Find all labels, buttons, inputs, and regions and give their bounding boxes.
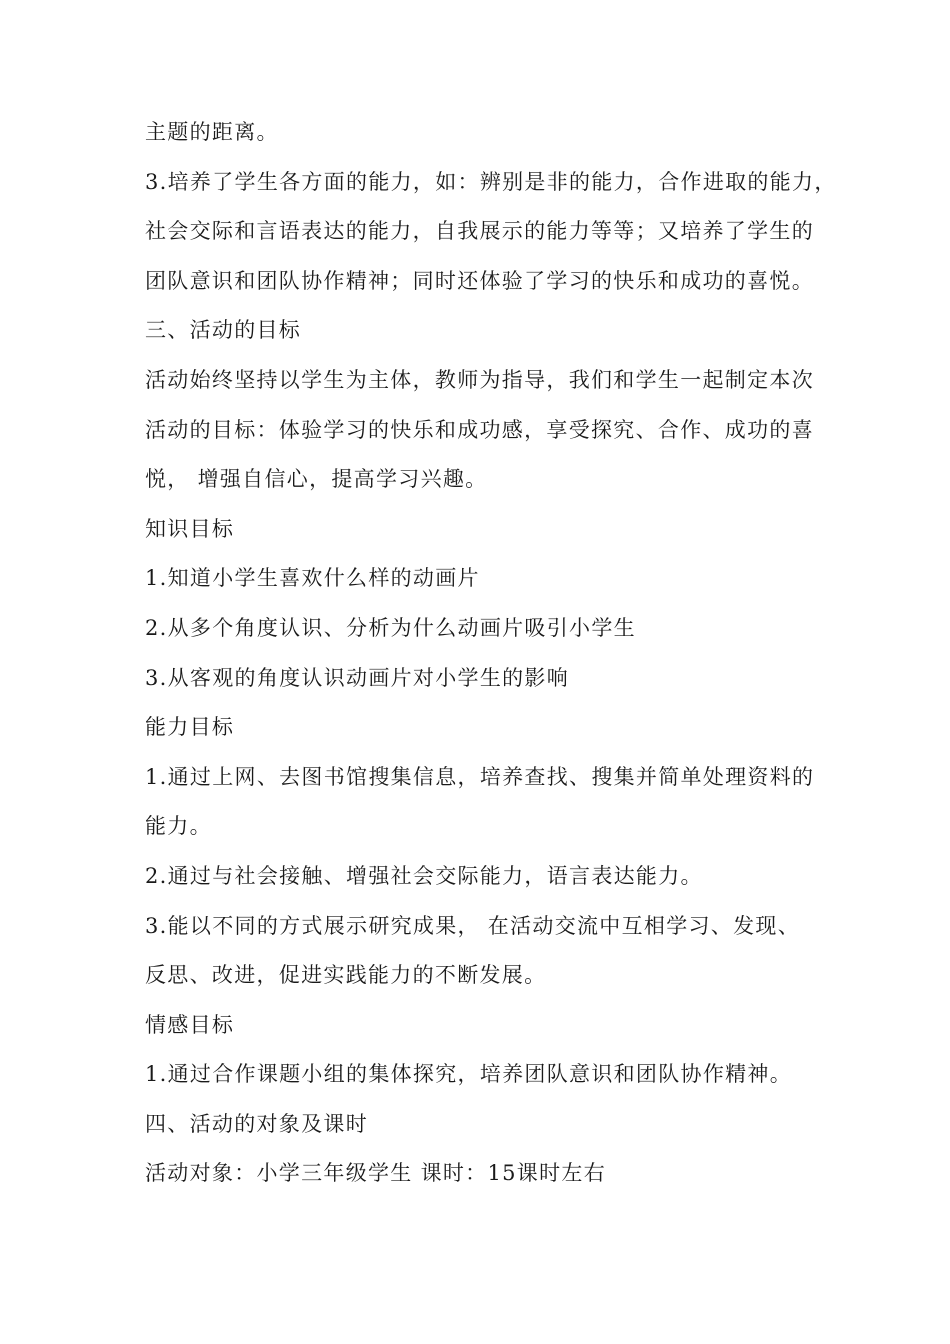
document-body bbox=[145, 114, 837, 1205]
text-line: 团队意识和团队协作精神；同时还体验了学习的快乐和成功的喜悦。 bbox=[145, 268, 814, 293]
list-item: 3.从客观的角度认识动画片对小学生的影响 bbox=[145, 665, 570, 690]
text-line: 活动的目标：体验学习的快乐和成功感，享受探究、合作、成功的喜 bbox=[145, 417, 814, 442]
list-item: 2.通过与社会接触、增强社会交际能力，语言表达能力。 bbox=[145, 863, 703, 888]
subsection-heading: 情感目标 bbox=[145, 1012, 235, 1037]
text-line: 悦， 增强自信心，提高学习兴趣。 bbox=[145, 467, 488, 492]
subsection-heading: 知识目标 bbox=[145, 516, 235, 541]
list-item: 3.能以不同的方式展示研究成果， 在活动交流中互相学习、发现、 bbox=[145, 913, 801, 938]
text-line: 主题的距离。 bbox=[145, 120, 279, 144]
text-line: 活动对象：小学三年级学生 课时：15课时左右 bbox=[145, 1161, 606, 1186]
subsection-heading: 能力目标 bbox=[145, 715, 235, 740]
list-item: 2.从多个角度认识、分析为什么动画片吸引小学生 bbox=[145, 615, 636, 640]
text-line: 社会交际和言语表达的能力，自我展示的能力等等；又培养了学生的 bbox=[145, 219, 814, 244]
list-item: 1.通过合作课题小组的集体探究，培养团队意识和团队协作精神。 bbox=[145, 1062, 793, 1087]
list-item: 1.通过上网、去图书馆搜集信息，培养查找、搜集并简单处理资料的 bbox=[145, 764, 815, 789]
text-line: 3.培养了学生各方面的能力，如：辨别是非的能力，合作进取的能力， bbox=[145, 169, 837, 194]
text-line: 反思、改进，促进实践能力的不断发展。 bbox=[145, 963, 547, 988]
text-line: 能力。 bbox=[145, 814, 212, 839]
list-item: 1.知道小学生喜欢什么样的动画片 bbox=[145, 566, 480, 591]
section-heading: 四、活动的对象及课时 bbox=[145, 1111, 368, 1136]
text-line: 活动始终坚持以学生为主体，教师为指导，我们和学生一起制定本次 bbox=[145, 367, 814, 392]
section-heading: 三、活动的目标 bbox=[145, 318, 302, 343]
